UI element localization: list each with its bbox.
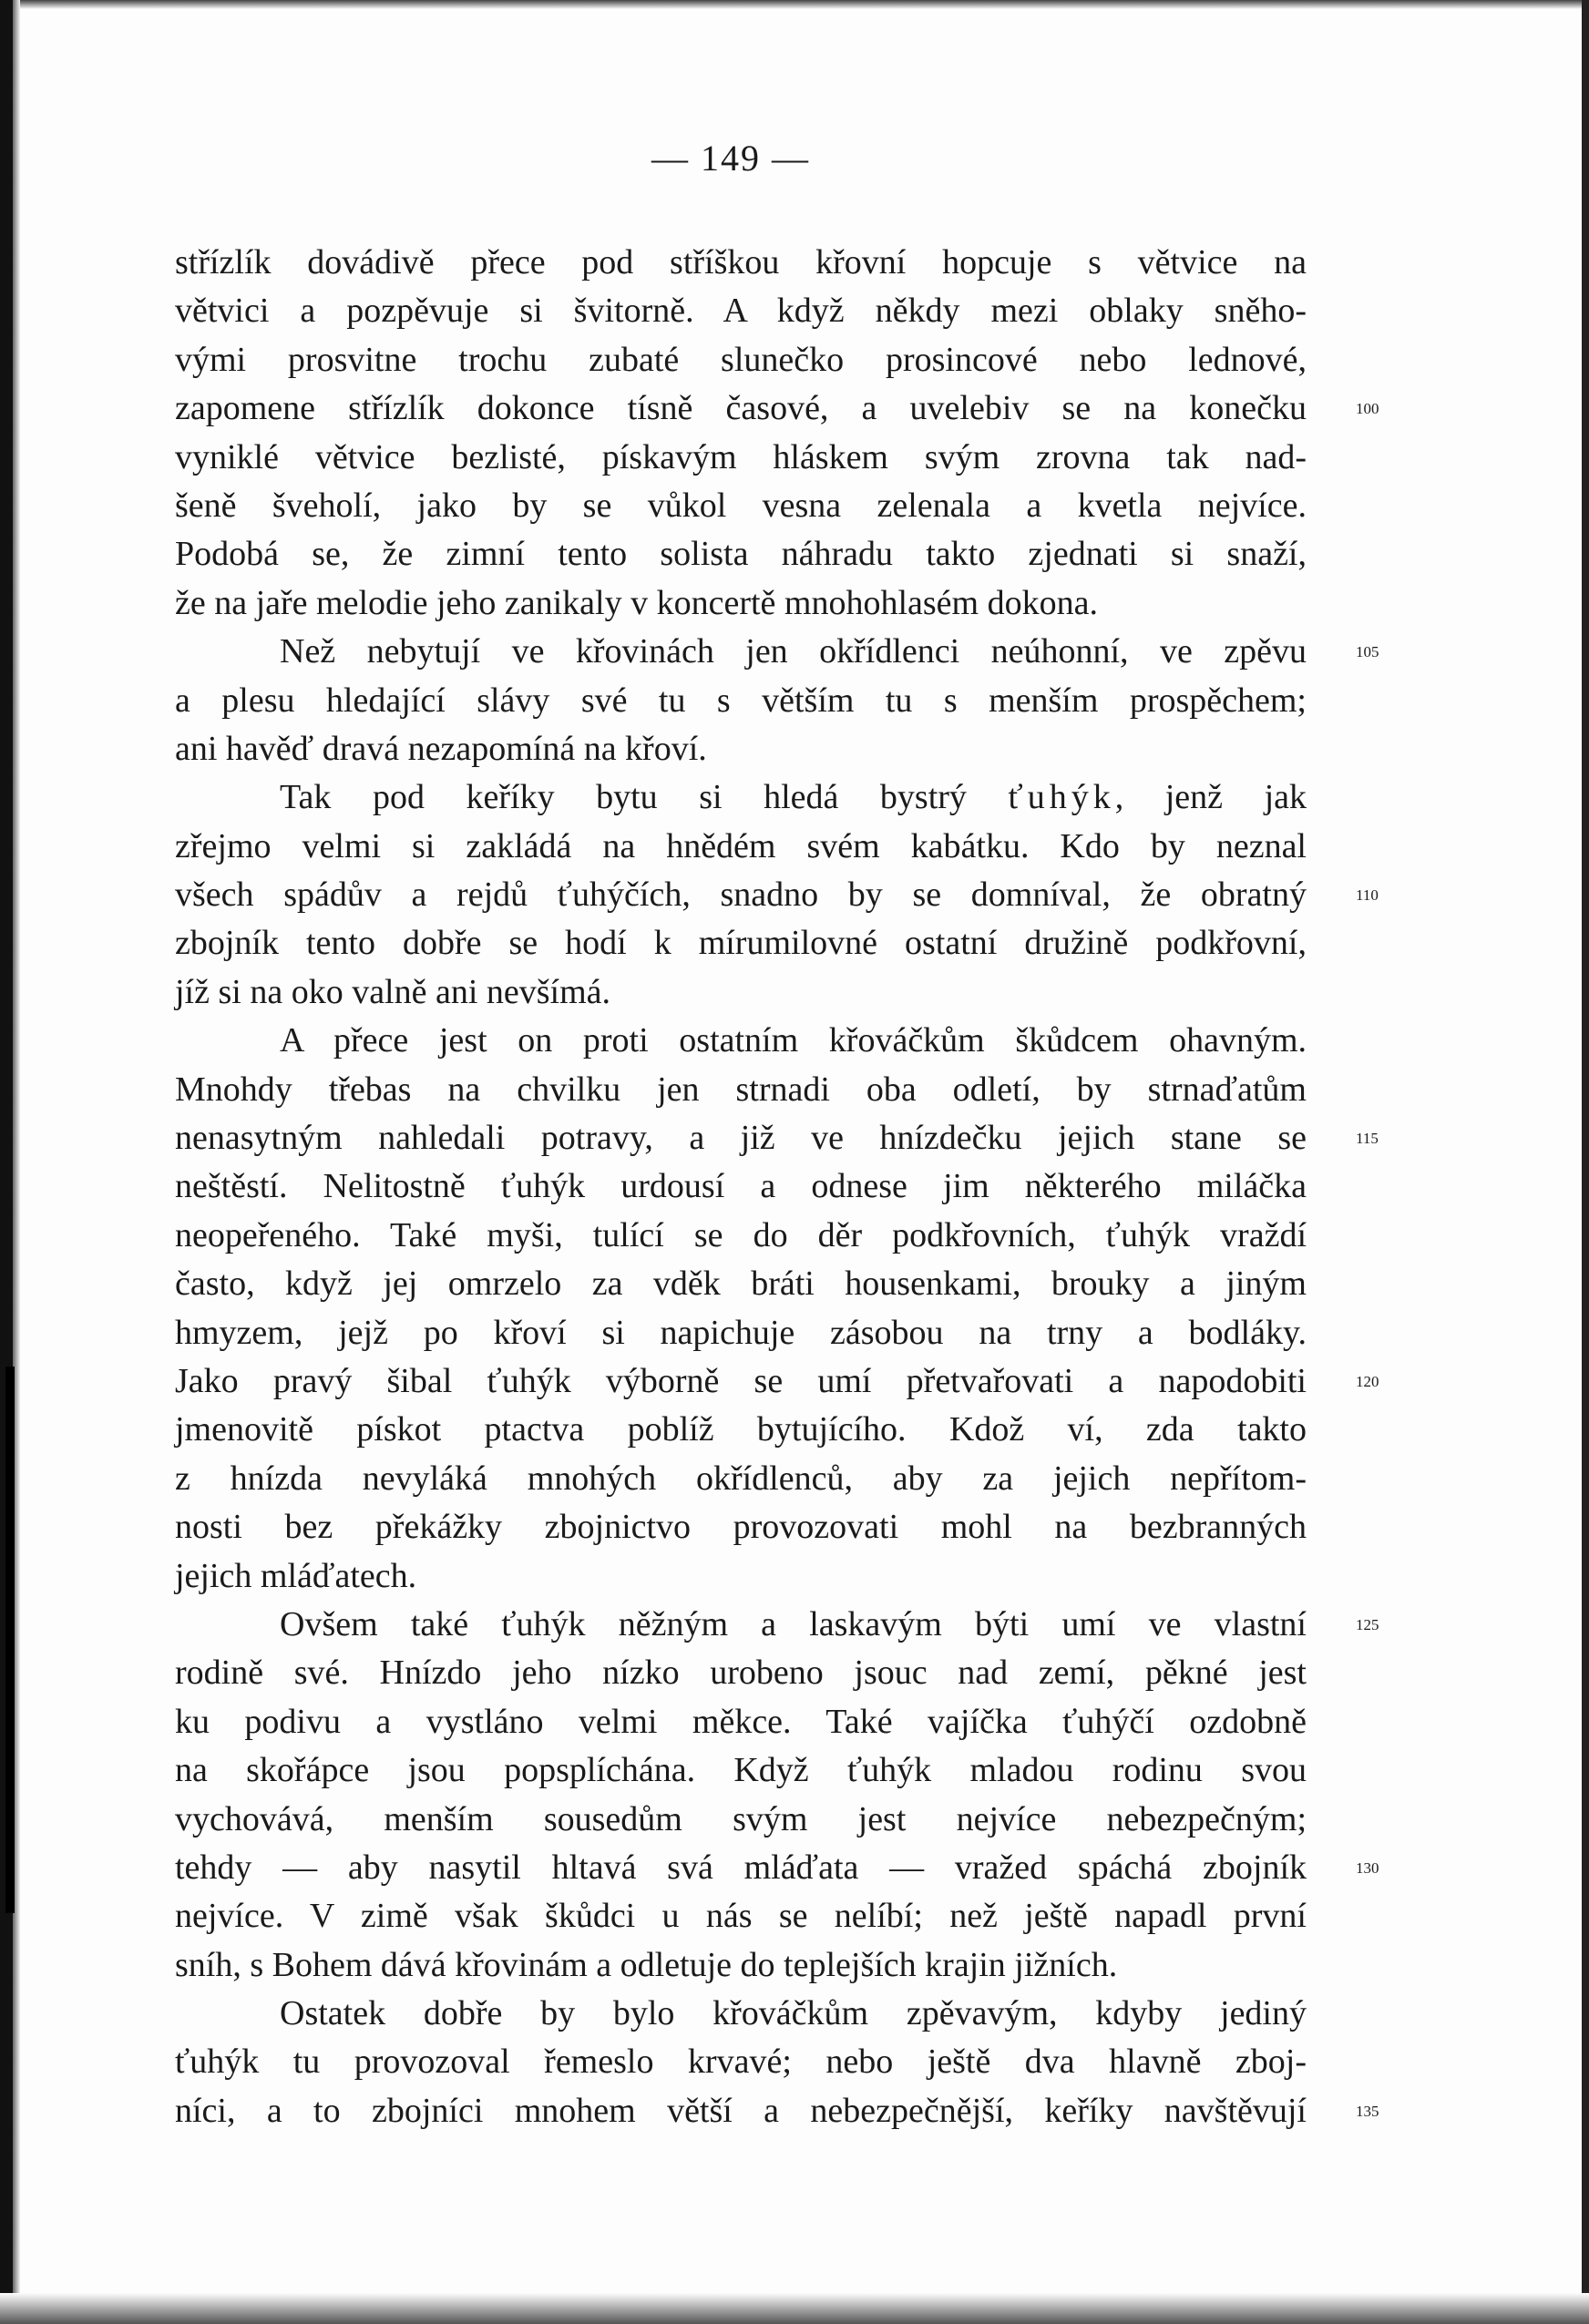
scan-border-right [1582, 0, 1589, 2324]
text-line: A přece jest on proti ostatním křováčkům škůdcem ohavným. [280, 1021, 1307, 1060]
margin-line-number: 120 [1356, 1373, 1379, 1391]
text-line: níci, a to zbojníci mnohem větší a nebezpečnější, keříky navštěvují [175, 2091, 1307, 2130]
text-line: Než nebytují ve křovinách jen okřídlenci neúhonní, ve zpěvu [280, 632, 1307, 671]
text-line: Podobá se, že zimní tento solista náhradu takto zjednati si snaží, [175, 535, 1307, 574]
text-line: větvici a pozpěvuje si švitorně. A když někdy mezi oblaky sněho- [175, 292, 1307, 331]
margin-line-number: 110 [1356, 886, 1379, 905]
text-line: často, když jej omrzelo za vděk bráti housenkami, brouky a jiným [175, 1264, 1307, 1304]
text-line: vými prosvitne trochu zubaté slunečko prosincové nebo lednové, [175, 340, 1307, 379]
text-line: střízlík dovádivě přece pod stříškou křovní hopcuje s větvice na [175, 243, 1307, 282]
text-line: zřejmo velmi si zakládá na hnědém svém kabátku. Kdo by neznal [175, 826, 1307, 865]
text-line: jejich mláďatech. [175, 1556, 417, 1595]
text-line: neštěstí. Nelitostně ťuhýk urdousí a odnese jim některého miláčka [175, 1167, 1307, 1206]
text-line: tehdy — aby nasytil hltavá svá mláďata — vražed spáchá zbojník [175, 1848, 1307, 1887]
text-line: všech spádův a rejdů ťuhýčích, snadno by se domníval, že obratný [175, 875, 1307, 915]
text-line: šeně šveholí, jako by se vůkol vesna zelenala a kvetla nejvíce. [175, 486, 1307, 525]
text-line: sníh, s Bohem dává křovinám a odletuje do teplejších krajin jižních. [175, 1945, 1118, 1984]
text-line: neopeřeného. Také myši, tulící se do děr podkřovních, ťuhýk vraždí [175, 1215, 1307, 1254]
text-line: na skořápce jsou popsplíchána. Když ťuhýk mladou rodinu svou [175, 1751, 1307, 1790]
text-line: Ostatek dobře by bylo křováčkům zpěvavým, kdyby jediný [280, 1994, 1307, 2033]
text-line: ťuhýk tu provozoval řemeslo krvavé; nebo ještě dva hlavně zboj- [175, 2042, 1307, 2082]
text-line: ku podivu a vystláno velmi měkce. Také vajíčka ťuhýčí ozdobně [175, 1702, 1307, 1741]
text-line: vychovává, menším sousedům svým jest nejvíce nebezpečným; [175, 1799, 1307, 1838]
text-line: nenasytným nahledali potravy, a již ve hnízdečku jejich stane se [175, 1119, 1307, 1158]
text-line: zapomene střízlík dokonce tísně časové, a uvelebiv se na konečku [175, 389, 1307, 428]
margin-line-number: 135 [1356, 2103, 1379, 2121]
text-line: jmenovitě pískot ptactva poblíž bytujícího. Kdož ví, zda takto [175, 1410, 1307, 1449]
body-text [175, 239, 1307, 2135]
scan-border-bottom [0, 2293, 1589, 2324]
text-line: hmyzem, jejž po křoví si napichuje zásobou na trny a bodláky. [175, 1313, 1307, 1352]
text-line: rodině své. Hnízdo jeho nízko urobeno jsouc nad zemí, pěkné jest [175, 1653, 1307, 1693]
text-line: nosti bez překážky zbojnictvo provozovati mohl na bezbranných [175, 1508, 1307, 1547]
text-line: jíž si na oko valně ani nevšímá. [175, 972, 611, 1011]
text-line: nejvíce. V zimě však škůdci u nás se nelíbí; než ještě napadl první [175, 1897, 1307, 1936]
margin-line-number: 125 [1356, 1616, 1379, 1634]
text-line: vyniklé větvice bezlisté, pískavým hláskem svým zrovna tak nad- [175, 437, 1307, 476]
text-line: a plesu hledající slávy své tu s větším tu s menším prospěchem; [175, 681, 1307, 720]
text-line: z hnízda nevyláká mnohých okřídlenců, aby za jejich nepřítom- [175, 1459, 1307, 1498]
scan-border-left [0, 0, 13, 2324]
scan-border-top [0, 0, 1589, 9]
margin-line-number: 100 [1356, 400, 1379, 418]
page-number: — 149 — [651, 138, 810, 179]
margin-line-number: 130 [1356, 1859, 1379, 1878]
text-line: Ovšem také ťuhýk něžným a laskavým býti umí ve vlastní [280, 1604, 1307, 1643]
text-line: Jako pravý šibal ťuhýk výborně se umí přetvařovati a napodobiti [175, 1361, 1307, 1400]
margin-line-number: 115 [1356, 1130, 1379, 1148]
scan-border-left-shadow [13, 0, 20, 2324]
text-line: že na jaře melodie jeho zanikaly v koncertě mnohohlasém dokona. [175, 583, 1098, 622]
text-line: Mnohdy třebas na chvilku jen strnadi oba odletí, by strnaďatům [175, 1070, 1307, 1109]
text-line: zbojník tento dobře se hodí k mírumilovné ostatní družině podkřovní, [175, 924, 1307, 963]
text-line: Tak pod keříky bytu si hledá bystrý ťuhýk, jenž jak [280, 778, 1307, 817]
text-line: ani havěď dravá nezapomíná na křoví. [175, 729, 707, 768]
binding-mark [5, 1367, 15, 1913]
margin-line-number: 105 [1356, 643, 1379, 661]
